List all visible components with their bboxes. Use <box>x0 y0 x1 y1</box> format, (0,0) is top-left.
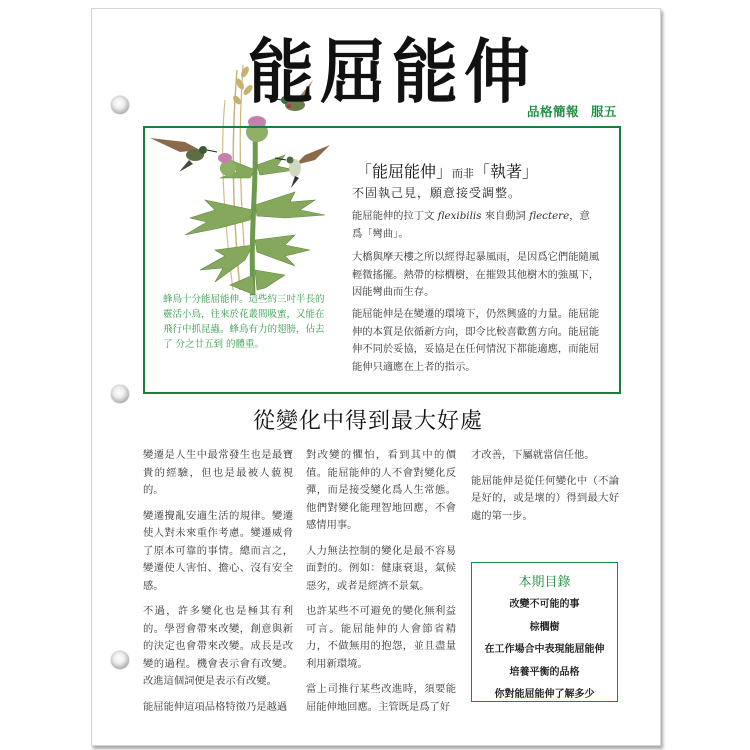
latin-suffix: ，意爲「彎曲」。 <box>352 210 590 240</box>
illustration-caption: 蜂鳥十分能屈能伸。這些約三吋半長的靈活小鳥，往來於花叢間吸蜜，又能在飛行中抓昆蟲。蜂鳥有力的翅膀，佔去了 分之廿五到 的體重。 <box>163 294 325 350</box>
article-paragraph: 人力無法控制的變化是最不容易面對的。例如：健康衰退，氣候惡劣，或者是經濟不景氣。 <box>306 544 456 592</box>
toc-item: 培養平衡的品格 <box>509 666 580 678</box>
feature-paragraph-2: 大橋與摩天樓之所以經得起暴風雨，是因爲它們能隨風輕微搖擺。熱帶的棕櫚樹，在摧毀其他樹木的強風下，因能彎曲而生存。 <box>352 251 600 298</box>
article-paragraph: 當上司推行某些改進時，須要能屈能伸地回應。主管既是爲了好 <box>306 683 456 713</box>
article-paragraph: 才改善，下屬就當信任他。 <box>471 449 595 461</box>
article-paragraph: 能屈能伸這項品格特徵乃是越過 <box>143 700 288 713</box>
feature-heading-connector: 而非 <box>452 167 475 180</box>
series-name: 品格簡報 <box>527 104 580 119</box>
binder-hole-top <box>111 96 129 114</box>
feature-subtitle: 不固執己見，願意接受調整。 <box>352 186 522 200</box>
article-paragraph: 變遷是人生中最常發生也是最寶貴的經驗，但也是最被人藐視的。 <box>143 449 293 496</box>
latin-mid: 來自動詞 <box>481 210 530 222</box>
article-paragraph: 變遷攪亂安適生活的規律。變遷使人對未來重作考慮。變遷威脅了原本可靠的事情。總而言之，變遷使人害怕、擔心、沒有安全感。 <box>143 509 293 592</box>
feature-paragraph-1 <box>352 208 600 243</box>
series-issue: 服五 <box>591 104 618 119</box>
article-column-2 <box>306 447 456 724</box>
article-paragraph: 不過，許多變化也是極其有利的。學習會帶來改變，創意與新的決定也會帶來改變。成長是改變的過程。機會表示會有改變。改進這個詞便是表示有改變。 <box>143 605 293 687</box>
newsletter-title: 能屈能伸 <box>248 32 536 113</box>
article-heading: 從變化中得到最大好處 <box>253 409 484 434</box>
article-paragraph: 也許某些不可避免的變化無利益可言。能屈能伸的人會節省精力，不做無用的抱怨，並且盡量利用新環境。 <box>306 605 456 670</box>
binder-hole-middle <box>111 385 129 403</box>
feature-heading-part2: 「執著」 <box>474 162 539 181</box>
latin-intro: 能屈能伸的拉丁文 <box>352 210 438 222</box>
article-column-3 <box>471 447 619 533</box>
latin-word-flectere: flectere <box>529 210 570 222</box>
article-column-1 <box>143 447 293 724</box>
article-paragraph: 能屈能伸是從任何變化中（不論是好的，或是壞的）得到最大好處的第一步。 <box>471 474 619 522</box>
toc-heading: 本期目錄 <box>518 575 571 590</box>
feature-heading <box>356 159 538 182</box>
toc-item: 你對能屈能伸了解多少 <box>494 689 595 700</box>
toc-item: 棕櫚樹 <box>529 621 560 633</box>
latin-word-flexibilis: flexibilis <box>437 210 482 222</box>
feature-heading-part1: 「能屈能伸」 <box>356 162 453 181</box>
binder-hole-bottom <box>111 651 129 669</box>
article-paragraph: 對改變的懼怕，看到其中的價值。能屈能伸的人不會對變化反彈，而是接受變化爲人生常態。他們對變化能理智地回應，不會感情用事。 <box>306 449 456 531</box>
feature-paragraph-3: 能屈能伸是在變遷的環境下，仍然興盛的力量。能屈能伸的本質是依循新方向，即令比較喜歡舊方向。能屈能伸不同於妥協，妥協是在任何情況下都能適應，而能屈能伸只適應在上者的指示。 <box>352 308 600 373</box>
toc-item: 在工作場合中表現能屈能伸 <box>484 644 605 655</box>
table-of-contents <box>471 562 618 702</box>
toc-item: 改變不可能的事 <box>509 599 580 610</box>
series-label <box>527 102 617 120</box>
